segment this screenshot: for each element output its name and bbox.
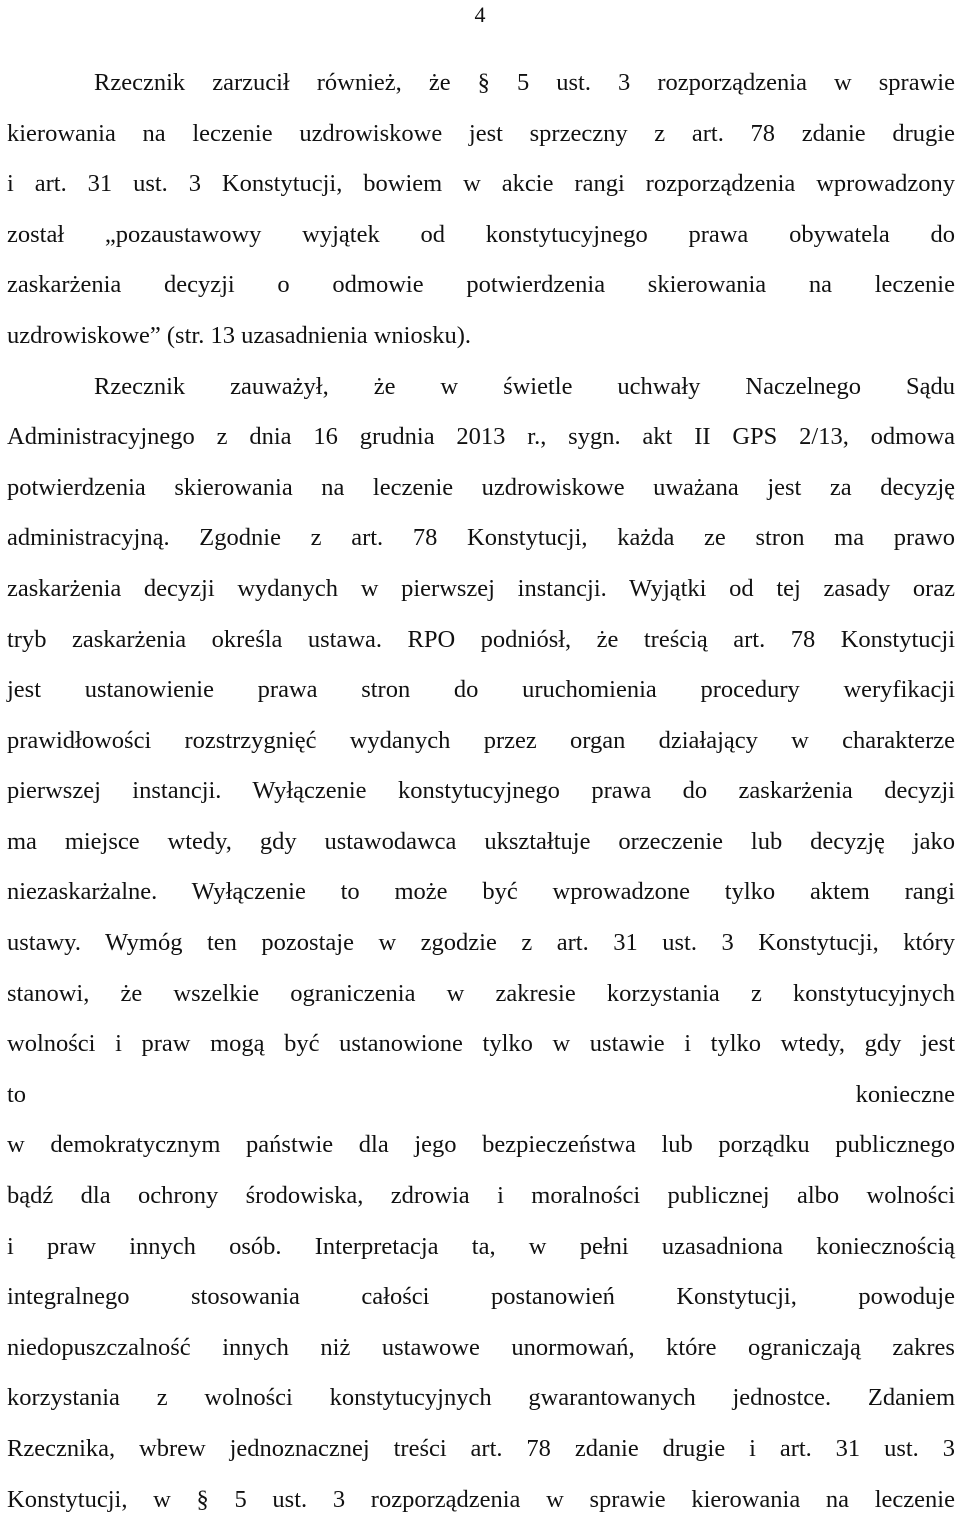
text-line: stanowi, że wszelkie ograniczenia w zakresie korzystania z konstytucyjnych: [7, 980, 955, 1007]
text-line: administracyjną. Zgodnie z art. 78 Konstytucji, każda ze stron ma prawo: [7, 524, 956, 551]
text-line: ustawy. Wymóg ten pozostaje w zgodzie z art. 31 ust. 3 Konstytucji, który: [7, 929, 955, 956]
text-line: bądź dla ochrony środowiska, zdrowia i moralności publicznej albo wolności: [7, 1182, 956, 1209]
text-line: i praw innych osób. Interpretacja ta, w pełni uzasadniona koniecznością: [7, 1233, 956, 1260]
text-line: uzdrowiskowe” (str. 13 uzasadnienia wniosku).: [7, 322, 472, 349]
text-line: korzystania z wolności konstytucyjnych gwarantowanych jednostce. Zdaniem: [7, 1384, 956, 1411]
text-line: Rzecznika, wbrew jednoznacznej treści art. 78 zdanie drugie i art. 31 ust. 3: [7, 1435, 955, 1462]
text-line: integralnego stosowania całości postanowień Konstytucji, powoduje: [7, 1283, 955, 1310]
text-line: ma miejsce wtedy, gdy ustawodawca ukształtuje orzeczenie lub decyzję jako: [7, 828, 955, 855]
page-number: 4: [474, 2, 486, 27]
text-line: kierowania na leczenie uzdrowiskowe jest sprzeczny z art. 78 zdanie drugie: [7, 120, 955, 147]
text-line: został „pozaustawowy wyjątek od konstytucyjnego prawa obywatela do: [7, 221, 956, 248]
text-line: zaskarżenia decyzji o odmowie potwierdzenia skierowania na leczenie: [7, 271, 955, 298]
text-line: Rzecznik zarzucił również, że § 5 ust. 3 rozporządzenia w sprawie: [94, 69, 955, 96]
text-line: pierwszej instancji. Wyłączenie konstytucyjnego prawa do zaskarżenia decyzji: [7, 777, 955, 804]
text-line: Konstytucji, w § 5 ust. 3 rozporządzenia w sprawie kierowania na leczenie: [7, 1486, 955, 1513]
text-line: niedopuszczalność innych niż ustawowe unormowań, które ograniczają zakres: [7, 1334, 955, 1361]
text-line: niezaskarżalne. Wyłączenie to może być wprowadzone tylko aktem rangi: [7, 878, 955, 905]
text-line: tryb zaskarżenia określa ustawa. RPO podniósł, że treścią art. 78 Konstytucji: [7, 626, 956, 653]
text-line: wolności i praw mogą być ustanowione tylko w ustawie i tylko wtedy, gdy jest: [7, 1030, 956, 1057]
text-line: prawidłowości rozstrzygnięć wydanych przez organ działający w charakterze: [7, 727, 955, 754]
text-line: potwierdzenia skierowania na leczenie uzdrowiskowe uważana jest za decyzję: [7, 474, 956, 501]
text-line: Administracyjnego z dnia 16 grudnia 2013 r., sygn. akt II GPS 2/13, odmowa: [7, 423, 956, 450]
text-line: to konieczne: [7, 1081, 955, 1108]
text-line: w demokratycznym państwie dla jego bezpieczeństwa lub porządku publicznego: [7, 1131, 955, 1158]
text-line: zaskarżenia decyzji wydanych w pierwszej instancji. Wyjątki od tej zasady oraz: [7, 575, 956, 602]
text-line: Rzecznik zauważył, że w świetle uchwały Naczelnego Sądu: [94, 373, 955, 400]
text-line: i art. 31 ust. 3 Konstytucji, bowiem w akcie rangi rozporządzenia wprowadzony: [7, 170, 956, 197]
text-line: jest ustanowienie prawa stron do uruchomienia procedury weryfikacji: [7, 676, 956, 703]
